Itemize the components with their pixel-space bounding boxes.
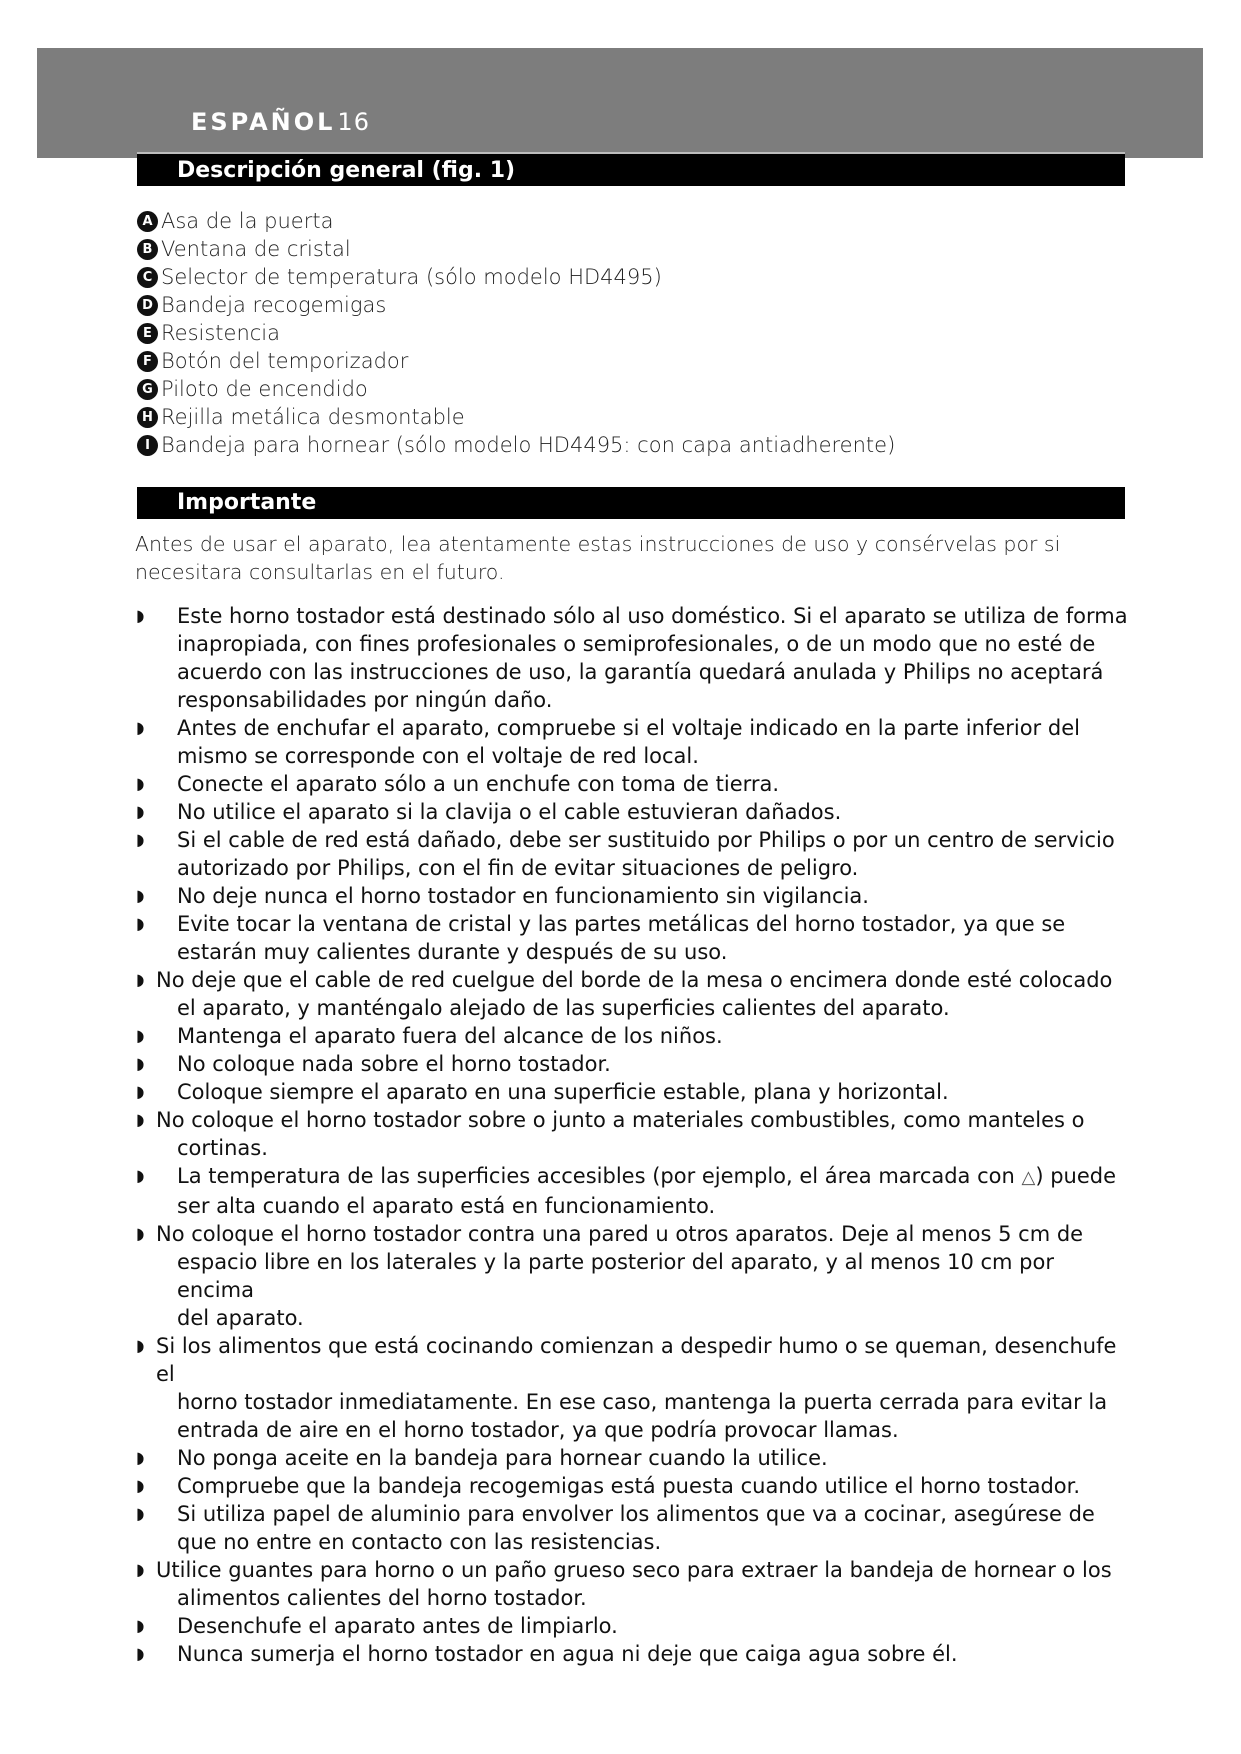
- warning-text: ) puede ser alta cuando el aparato está en funcionamiento.: [177, 1164, 1117, 1218]
- language-label: ESPAÑOL: [191, 108, 336, 136]
- warning-item: [136, 882, 1128, 910]
- bullet-icon: ◗: [136, 914, 145, 933]
- warning-text: Si el cable de red está dañado, debe ser sustituido por Philips o por un centro de servicio autorizado por Philips, con el fin de evitar situaciones de peligro.: [177, 828, 1115, 880]
- part-label: Bandeja para hornear (sólo modelo HD4495: con capa antiadherente): [161, 433, 896, 457]
- part-label: Asa de la puerta: [161, 209, 334, 233]
- warning-text-line: entrada de aire en el horno tostador, ya que podría provocar llamas.: [177, 1418, 899, 1442]
- bullet-icon: ◗: [136, 1054, 145, 1073]
- warning-text-line: horno tostador inmediatamente. En ese caso, mantenga la puerta cerrada para evitar la: [177, 1390, 1108, 1414]
- bullet-icon: ◗: [136, 606, 145, 625]
- part-item: [137, 207, 895, 235]
- warning-item: [136, 1050, 1128, 1078]
- warning-item: [136, 1078, 1128, 1106]
- section-title-important: Importante: [137, 487, 1125, 519]
- part-letter-badge: B: [137, 239, 158, 260]
- part-label: Botón del temporizador: [161, 349, 409, 373]
- part-letter-badge: D: [137, 295, 158, 316]
- parts-list: [137, 207, 895, 459]
- bullet-icon: ◗: [136, 1110, 145, 1129]
- page-header: [191, 108, 370, 136]
- page-number: 16: [337, 108, 370, 136]
- part-letter-badge: G: [137, 379, 158, 400]
- bullet-icon: ◗: [136, 1476, 145, 1495]
- warning-item: [136, 770, 1128, 798]
- warning-text: Antes de enchufar el aparato, compruebe si el voltaje indicado en la parte inferior del mismo se corresponde con el voltaje de red local.: [177, 716, 1080, 768]
- warning-text-line: Si los alimentos que está cocinando comienzan a despedir humo o se queman, desenchufe el: [156, 1334, 1117, 1386]
- bullet-icon: ◗: [136, 830, 145, 849]
- warning-item: [136, 1106, 1128, 1162]
- warning-item: [136, 1640, 1128, 1668]
- part-letter-badge: C: [137, 267, 158, 288]
- bullet-icon: ◗: [136, 1224, 145, 1243]
- warning-text: Desenchufe el aparato antes de limpiarlo.: [177, 1614, 618, 1638]
- bullet-icon: ◗: [136, 802, 145, 821]
- bullet-icon: ◗: [136, 1336, 145, 1355]
- bullet-icon: ◗: [136, 774, 145, 793]
- bullet-icon: ◗: [136, 1504, 145, 1523]
- part-label: Piloto de encendido: [161, 377, 368, 401]
- bullet-icon: ◗: [136, 1644, 145, 1663]
- part-item: [137, 263, 895, 291]
- warning-text-line: No deje que el cable de red cuelgue del borde de la mesa o encimera donde esté colocado: [156, 968, 1113, 992]
- hot-surface-warning-icon: △: [1021, 1167, 1036, 1188]
- warning-item: [136, 1332, 1128, 1444]
- warning-item: [136, 602, 1128, 714]
- warning-text: No deje nunca el horno tostador en funcionamiento sin vigilancia.: [177, 884, 869, 908]
- warning-text: Coloque siempre el aparato en una superficie estable, plana y horizontal.: [177, 1080, 949, 1104]
- part-label: Ventana de cristal: [161, 237, 351, 261]
- part-item: [137, 431, 895, 459]
- bullet-icon: ◗: [136, 1026, 145, 1045]
- warning-text: No utilice el aparato si la clavija o el cable estuvieran dañados.: [177, 800, 842, 824]
- part-label: Selector de temperatura (sólo modelo HD4495): [161, 265, 662, 289]
- warning-item: [136, 1612, 1128, 1640]
- warning-text: Este horno tostador está destinado sólo al uso doméstico. Si el aparato se utiliza de forma inapropiada, con fines profesionales o semiprofesionales, o de un modo que no esté de acuerdo con las instrucciones de uso, la garantía quedará anulada y Philips no aceptará responsabilidades por ningún daño.: [177, 604, 1128, 712]
- bullet-icon: ◗: [136, 1166, 145, 1185]
- bullet-icon: ◗: [136, 1560, 145, 1579]
- warning-text: Si utiliza papel de aluminio para envolver los alimentos que va a cocinar, asegúrese de que no entre en contacto con las resistencias.: [177, 1502, 1095, 1554]
- warning-item: [136, 910, 1128, 966]
- warning-item: [136, 1444, 1128, 1472]
- warning-item: [136, 1022, 1128, 1050]
- warning-text-line: No coloque el horno tostador sobre o junto a materiales combustibles, como manteles o: [156, 1108, 1085, 1132]
- part-label: Rejilla metálica desmontable: [161, 405, 465, 429]
- part-letter-badge: H: [137, 407, 158, 428]
- warning-text: Conecte el aparato sólo a un enchufe con toma de tierra.: [177, 772, 780, 796]
- part-item: [137, 347, 895, 375]
- part-letter-badge: A: [137, 211, 158, 232]
- warning-text-line: el aparato, y manténgalo alejado de las superficies calientes del aparato.: [177, 996, 950, 1020]
- part-item: [137, 375, 895, 403]
- bullet-icon: ◗: [136, 970, 145, 989]
- section-title-description: Descripción general (fig. 1): [137, 152, 1125, 186]
- warning-text: Mantenga el aparato fuera del alcance de los niños.: [177, 1024, 723, 1048]
- warning-item: [136, 1500, 1128, 1556]
- warning-item: [136, 1162, 1128, 1220]
- part-letter-badge: F: [137, 351, 158, 372]
- warning-item: [136, 798, 1128, 826]
- warning-item: [136, 1220, 1128, 1332]
- warning-text-line: cortinas.: [177, 1136, 268, 1160]
- warning-item: [136, 966, 1128, 1022]
- part-item: [137, 291, 895, 319]
- bullet-icon: ◗: [136, 1616, 145, 1635]
- warning-text: Evite tocar la ventana de cristal y las partes metálicas del horno tostador, ya que se estarán muy calientes durante y después de su uso.: [177, 912, 1066, 964]
- warning-text: Nunca sumerja el horno tostador en agua ni deje que caiga agua sobre él.: [177, 1642, 958, 1666]
- bullet-icon: ◗: [136, 1082, 145, 1101]
- bullet-icon: ◗: [136, 1448, 145, 1467]
- warning-text: Compruebe que la bandeja recogemigas está puesta cuando utilice el horno tostador.: [177, 1474, 1081, 1498]
- part-label: Resistencia: [161, 321, 280, 345]
- part-letter-badge: I: [137, 435, 158, 456]
- warning-item: [136, 1556, 1128, 1612]
- warning-text-line: Utilice guantes para horno o un paño grueso seco para extraer la bandeja de hornear o los: [156, 1558, 1112, 1582]
- warning-text-line: No coloque el horno tostador contra una pared u otros aparatos. Deje al menos 5 cm de: [156, 1222, 1084, 1246]
- warnings-list: [136, 602, 1128, 1668]
- warning-text: La temperatura de las superficies accesibles (por ejemplo, el área marcada con: [177, 1164, 1022, 1188]
- warning-text-line: del aparato.: [177, 1306, 304, 1330]
- header-band: [37, 48, 1203, 158]
- part-letter-badge: E: [137, 323, 158, 344]
- part-item: [137, 403, 895, 431]
- intro-paragraph: Antes de usar el aparato, lea atentamente estas instrucciones de uso y consérvelas por si necesitara consultarlas en el futuro.: [135, 532, 1061, 584]
- bullet-icon: ◗: [136, 886, 145, 905]
- bullet-icon: ◗: [136, 718, 145, 737]
- warning-item: [136, 826, 1128, 882]
- warning-text-line: espacio libre en los laterales y la parte posterior del aparato, y al menos 10 cm por encima: [177, 1250, 1054, 1302]
- warning-text: No ponga aceite en la bandeja para hornear cuando la utilice.: [177, 1446, 828, 1470]
- warning-text-line: alimentos calientes del horno tostador.: [177, 1586, 587, 1610]
- part-item: [137, 235, 895, 263]
- part-item: [137, 319, 895, 347]
- warning-item: [136, 714, 1128, 770]
- warning-text: No coloque nada sobre el horno tostador.: [177, 1052, 611, 1076]
- warning-item: [136, 1472, 1128, 1500]
- part-label: Bandeja recogemigas: [161, 293, 387, 317]
